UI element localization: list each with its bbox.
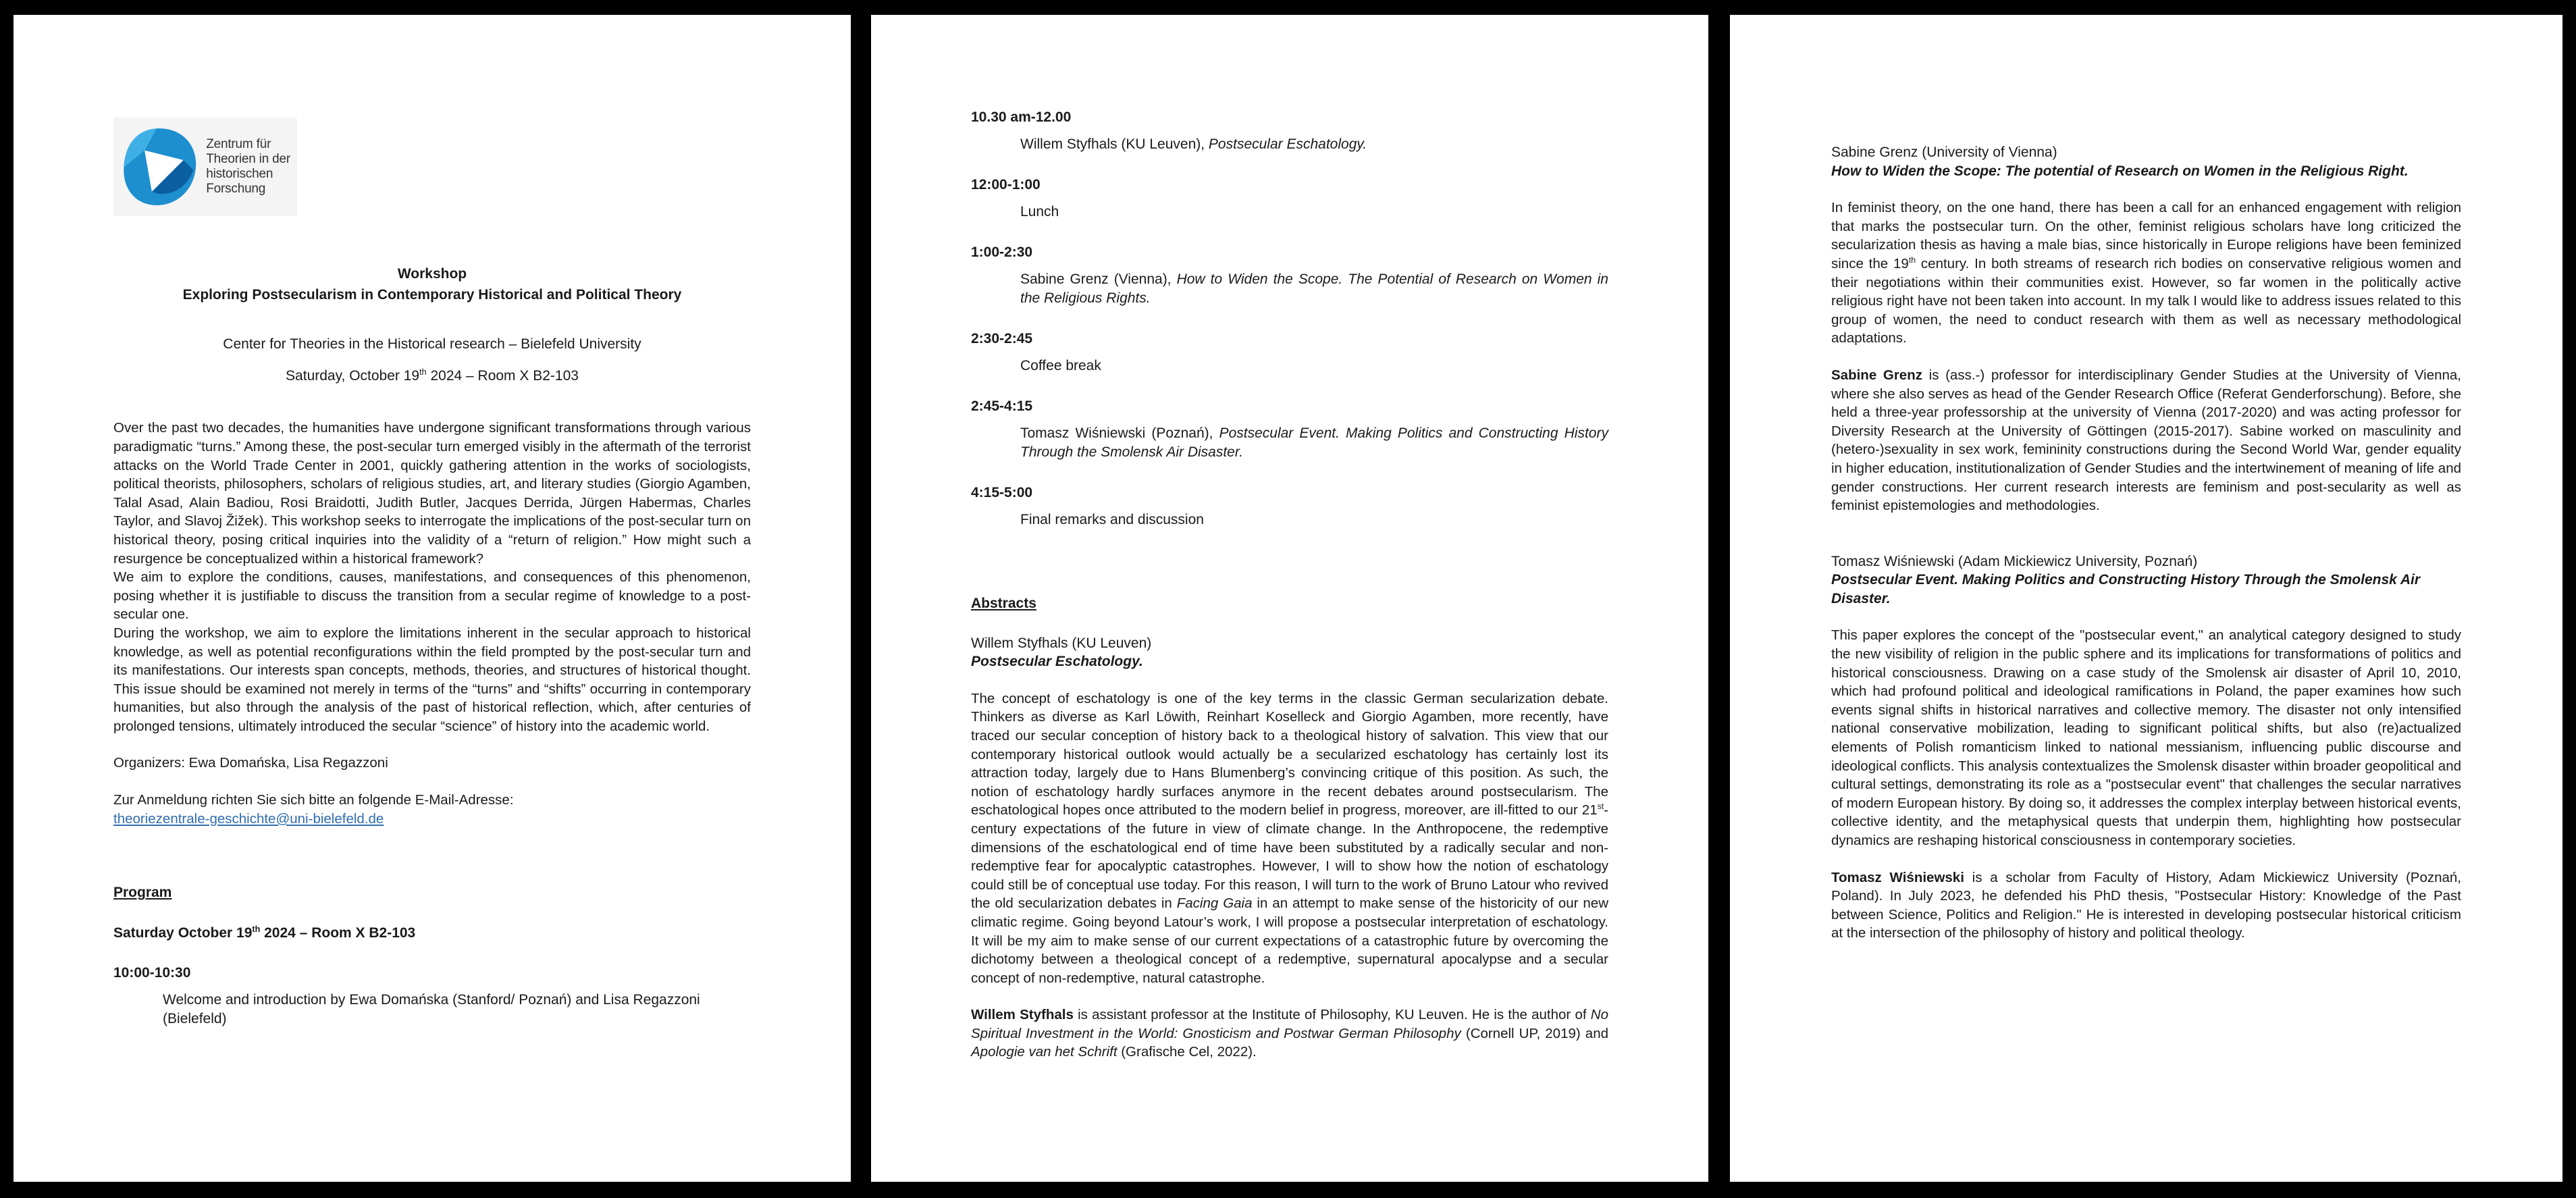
workshop-date: Saturday, October 19th 2024 – Room X B2-103	[286, 367, 579, 384]
program-slot-text: Final remarks and discussion	[1020, 512, 1204, 527]
logo-mark-icon	[120, 122, 199, 212]
program-slot-text: Tomasz Wiśniewski (Poznań), Postsecular Event. Making Politics and Constructing History Through the Smolensk Air Disaster.	[1020, 425, 1608, 460]
document-page-1	[14, 15, 851, 1182]
speaker-name: Willem Styfhals (KU Leuven)	[971, 635, 1152, 651]
document-page-3	[1730, 15, 2562, 1182]
speaker-name: Sabine Grenz (University of Vienna)	[1831, 145, 2057, 160]
intro-paragraph-3: During the workshop, we aim to explore the limitations inherent in the secular approach to historical knowledge, as well as potential reconfigurations within the field prompted by the post-secular turn and its manifestations. Our interests span concepts, methods, theories, and structures of historical thought. This issue should be examined not merely in terms of the “turns” and “shifts” occurring in contemporary humanities, but also through the analysis of the past of historical reflection, which, after centuries of prolonged tensions, ultimately introduced the secular “science” of history into the academic world.	[113, 625, 751, 734]
document-page-2	[871, 15, 1708, 1182]
program-slot	[971, 484, 1608, 529]
abstracts-heading: Abstracts	[971, 596, 1036, 611]
program-slot-text: Coffee break	[1020, 358, 1101, 373]
program-slot-text: Welcome and introduction by Ewa Domańska (Stanford/ Poznań) and Lisa Regazzoni (Bielefeld)	[163, 992, 700, 1027]
program-continued	[971, 108, 1608, 529]
program-slot-time: 2:45-4:15	[971, 398, 1033, 414]
registration-note: Zur Anmeldung richten Sie sich bitte an folgende E-Mail-Adresse:	[113, 792, 514, 808]
program-slot	[971, 330, 1608, 375]
organizers: Organizers: Ewa Domańska, Lisa Regazzoni	[113, 755, 388, 771]
talk-title: How to Widen the Scope: The potential of Research on Women in the Religious Right.	[1831, 163, 2409, 179]
logo-wordmark: Zentrum für Theorien in der historischen Forschung	[206, 137, 290, 196]
program-date: Saturday October 19th 2024 – Room X B2-103	[113, 924, 416, 941]
institute-logo	[113, 118, 297, 216]
program-heading: Program	[113, 885, 172, 901]
program-slot	[971, 176, 1608, 222]
program-slot	[971, 397, 1608, 462]
program-slot-time: 10:00-10:30	[113, 965, 191, 981]
program-slot-text: Sabine Grenz (Vienna), How to Widen the Scope. The Potential of Research on Women in the Religious Rights.	[1020, 271, 1608, 306]
intro-paragraph-2: We aim to explore the conditions, causes, manifestations, and consequences of this phenomenon, posing whether it is justifiable to discuss the transition from a secular regime of knowledge to a post-secular one.	[113, 569, 751, 623]
speaker-bio: Tomasz Wiśniewski is a scholar from Faculty of History, Adam Mickiewicz University (Poznań, Poland). In July 2023, he defended his PhD thesis, "Postsecular History: Knowledge of the Past between Science, Politics and Religion." He is interested in developing postsecular historical criticism at the intersection of the philosophy of history and political theology.	[1831, 869, 2461, 941]
host-center: Center for Theories in the Historical research – Bielefeld University	[223, 336, 641, 353]
program-slot-time: 2:30-2:45	[971, 331, 1033, 346]
talk-title: Postsecular Event. Making Politics and Constructing History Through the Smolensk Air Disaster.	[1831, 572, 2421, 606]
speaker-name: Tomasz Wiśniewski (Adam Mickiewicz University, Poznań)	[1831, 553, 2198, 569]
workshop-label: Workshop	[397, 266, 467, 282]
speaker-bio: Sabine Grenz is (ass.-) professor for interdisciplinary Gender Studies at the University of Vienna, where she also serves as head of the Gender Research Office (Referat Genderforschung). Before, she held a three-year professorship at the university of Vienna (2017-2020) and was acting professor for Diversity Research at the University of Göttingen (2015-2017). Sabine worked on masculinity and (hetero-)sexuality in sex work, femininity constructions during the Second World War, gender equality in higher education, institutionalization of Gender Studies and the intertwinement of meaning of life and gender constructions. Her current research interests are feminism and post-secularity as well as feminist epistemologies and methodologies.	[1831, 367, 2461, 514]
speaker-bio: Willem Styfhals is assistant professor at the Institute of Philosophy, KU Leuven. He is the author of No Spiritual Investment in the World: Gnosticism and Postwar German Philosophy (Cornell UP, 2019) and Apologie van het Schrift (Grafische Cel, 2022).	[971, 1007, 1609, 1060]
abstract-text: The concept of eschatology is one of the key terms in the classic German secularization debate. Thinkers as diverse as Karl Löwith, Reinhart Koselleck and Giorgio Agamben, more recently, have traced our secular conception of history back to a theological history of salvation. This view that our contemporary historical outlook would actually be a secularized eschatology has certainly lost its attraction today, largely due to Hans Blumenberg’s convincing critique of this position. As such, the notion of eschatology hardly surfaces anymore in the recent debates around postsecularism. The eschatological hopes once attributed to the modern belief in progress, moreover, are ill-fitted to our 21st-century expectations of the future in view of climate change. In the Anthropocene, the redemptive dimensions of the eschatological end of time have been substituted by a radically secular and non-redemptive fear for apocalyptic catastrophes. However, I will to show how the notion of eschatology could still be of conceptual use today. For this reason, I will turn to the work of Bruno Latour who revived the old secularization debates in Facing Gaia in an attempt to make sense of the historicity of our new climatic regime. Going beyond Latour’s work, I will propose a postsecular interpretation of eschatology. It will be my aim to make sense of our current expectations of a catastrophic future by overcoming the dichotomy between a theological concept of a redemptive, supernatural apocalypse and a secular concept of non-redemptive, natural catastrophe.	[971, 690, 1608, 986]
intro-paragraph-1: Over the past two decades, the humanities have undergone significant transformations through various paradigmatic “turns.” Among these, the post-secular turn emerged visibly in the aftermath of the terrorist attacks on the World Trade Center in 2001, quickly gathering attention in the works of sociologists, political theorists, philosophers, scholars of religious studies, art, and literary studies (Giorgio Agamben, Talal Asad, Alain Badiou, Rosi Braidotti, Judith Butler, Jacques Derrida, Jürgen Habermas, Charles Taylor, and Slavoj Žižek). This workshop seeks to interrogate the implications of the post-secular turn on historical theory, posing critical inquiries into the validity of a “return of religion.” How might such a resurgence be conceptualized within a historical framework?	[113, 420, 751, 567]
program-slot-text: Lunch	[1020, 204, 1059, 219]
abstract-text: In feminist theory, on the one hand, there has been a call for an enhanced engagement with religion that marks the postsecular turn. On the other, feminist religious scholars have long criticized the secularization thesis as having a male bias, since historically in Europe religions have been feminized since the 19th century. In both streams of research rich bodies on conservative religious women and their negotiations within their communities exist. However, so far women in the politically active religious right have not been taken into account. In my talk I would like to address issues related to this group of women, the need to conduct research with them as well as necessary methodological adaptations.	[1831, 200, 2461, 346]
registration-email-link[interactable]: theoriezentrale-geschichte@uni-bielefeld.de	[113, 810, 384, 827]
talk-title: Postsecular Eschatology.	[971, 654, 1143, 670]
program-slot	[971, 108, 1608, 154]
abstract-text: This paper explores the concept of the "postsecular event," an analytical category designed to study the new visibility of religion in the public sphere and its implications for transformations of politics and historical consciousness. Drawing on a case study of the Smolensk air disaster of April 10, 2010, which had profound political and ideological ramifications in Poland, the paper examines how such events signal shifts in historical narratives and collective memory. The disaster not only intensified national conservative mobilization, leading to significant political shifts, but also (re)actualized elements of Polish romanticism linked to national messianism, influencing public discourse and ideological conflicts. This analysis contextualizes the Smolensk disaster within broader geopolitical and cultural settings, demonstrating its role as a "postsecular event" that challenges the secular narratives of modern European history. By doing so, it addresses the complex interplay between historical events, collective identity, and the metaphysical quests that underpin them, highlighting how postsecular dynamics are reshaping historical consciousness in contemporary societies.	[1831, 627, 2461, 848]
program-slot-text: Willem Styfhals (KU Leuven), Postsecular Eschatology.	[1020, 136, 1367, 152]
program-slot-time: 1:00-2:30	[971, 244, 1033, 260]
program-slot	[971, 243, 1608, 308]
program-slot-time: 10.30 am-12.00	[971, 109, 1072, 125]
program-slot-time: 4:15-5:00	[971, 485, 1033, 500]
workshop-title: Exploring Postsecularism in Contemporary Historical and Political Theory	[182, 286, 682, 303]
program-slot-time: 12:00-1:00	[971, 177, 1041, 192]
